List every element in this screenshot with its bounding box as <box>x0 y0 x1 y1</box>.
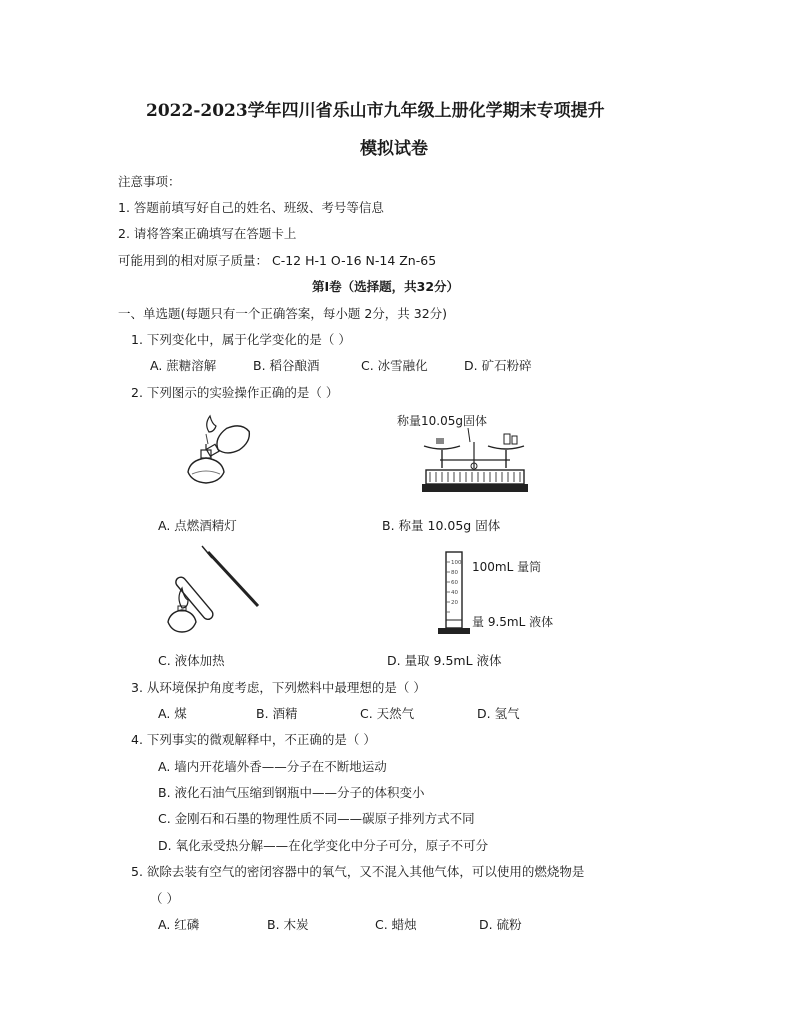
question-4-stem: 4. 下列事实的微观解释中，不正确的是（ ） <box>131 732 376 747</box>
q4-option-d: D. 氧化汞受热分解——在化学变化中分子可分，原子不可分 <box>158 838 489 853</box>
q5-option-a: A. 红磷 <box>158 917 200 932</box>
page-title: 2022-2023学年四川省乐山市九年级上册化学期末专项提升 <box>146 101 605 121</box>
q2-option-a: A. 点燃酒精灯 <box>158 518 237 533</box>
balance-label: 称量10.05g固体 <box>397 414 487 428</box>
cylinder-tick-60: 60 <box>451 580 458 586</box>
liquid-heating-figure <box>162 544 262 636</box>
q3-option-b: B. 酒精 <box>256 706 298 721</box>
q5-answer-blank: （ ） <box>150 891 179 906</box>
graduated-cylinder-figure <box>436 550 472 636</box>
atomic-mass-info: 可能用到的相对原子质量： C-12 H-1 O-16 N-14 Zn-65 <box>118 253 437 268</box>
q4-option-a: A. 墙内开花墙外香——分子在不断地运动 <box>158 759 387 774</box>
cylinder-tick-40: 40 <box>451 590 458 596</box>
cylinder-tick-80: 80 <box>451 570 458 576</box>
volume-title: 第Ⅰ卷（选择题，共32分） <box>312 279 460 294</box>
page-subtitle: 模拟试卷 <box>360 139 428 159</box>
alcohol-lamp-lighting-figure <box>176 412 266 498</box>
cylinder-tick-100: 100 <box>451 560 462 566</box>
notes-item-2: 2. 请将答案正确填写在答题卡上 <box>118 226 297 241</box>
notes-item-1: 1. 答题前填写好自己的姓名、班级、考号等信息 <box>118 200 384 215</box>
q4-option-b: B. 液化石油气压缩到钢瓶中——分子的体积变小 <box>158 785 425 800</box>
q5-option-d: D. 硫粉 <box>479 917 522 932</box>
q3-option-a: A. 煤 <box>158 706 187 721</box>
q1-option-b: B. 稻谷酿酒 <box>253 358 320 373</box>
question-2-stem: 2. 下列图示的实验操作正确的是（ ） <box>131 385 339 400</box>
q1-option-d: D. 矿石粉碎 <box>464 358 532 373</box>
cylinder-liquid-label: 量 9.5mL 液体 <box>472 615 554 629</box>
cylinder-label: 100mL 量筒 <box>472 560 542 574</box>
section-heading: 一、单选题(每题只有一个正确答案，每小题 2分，共 32分) <box>118 306 448 321</box>
q5-option-c: C. 蜡烛 <box>375 917 417 932</box>
question-5-stem: 5. 欲除去装有空气的密闭容器中的氧气，又不混入其他气体，可以使用的燃烧物是 <box>131 864 585 879</box>
q3-option-d: D. 氢气 <box>477 706 520 721</box>
q1-option-c: C. 冰雪融化 <box>361 358 428 373</box>
q2-option-c: C. 液体加热 <box>158 653 225 668</box>
q1-option-a: A. 蔗糖溶解 <box>150 358 217 373</box>
q4-option-c: C. 金刚石和石墨的物理性质不同——碳原子排列方式不同 <box>158 811 475 826</box>
cylinder-tick-20: 20 <box>451 600 458 606</box>
q2-option-b: B. 称量 10.05g 固体 <box>382 518 501 533</box>
balance-figure <box>420 428 530 500</box>
question-3-stem: 3. 从环境保护角度考虑，下列燃料中最理想的是（ ） <box>131 680 426 695</box>
q3-option-c: C. 天然气 <box>360 706 415 721</box>
q2-option-d: D. 量取 9.5mL 液体 <box>387 653 502 668</box>
q5-option-b: B. 木炭 <box>267 917 309 932</box>
question-1-stem: 1. 下列变化中，属于化学变化的是（ ） <box>131 332 351 347</box>
notes-heading: 注意事项： <box>118 174 181 189</box>
